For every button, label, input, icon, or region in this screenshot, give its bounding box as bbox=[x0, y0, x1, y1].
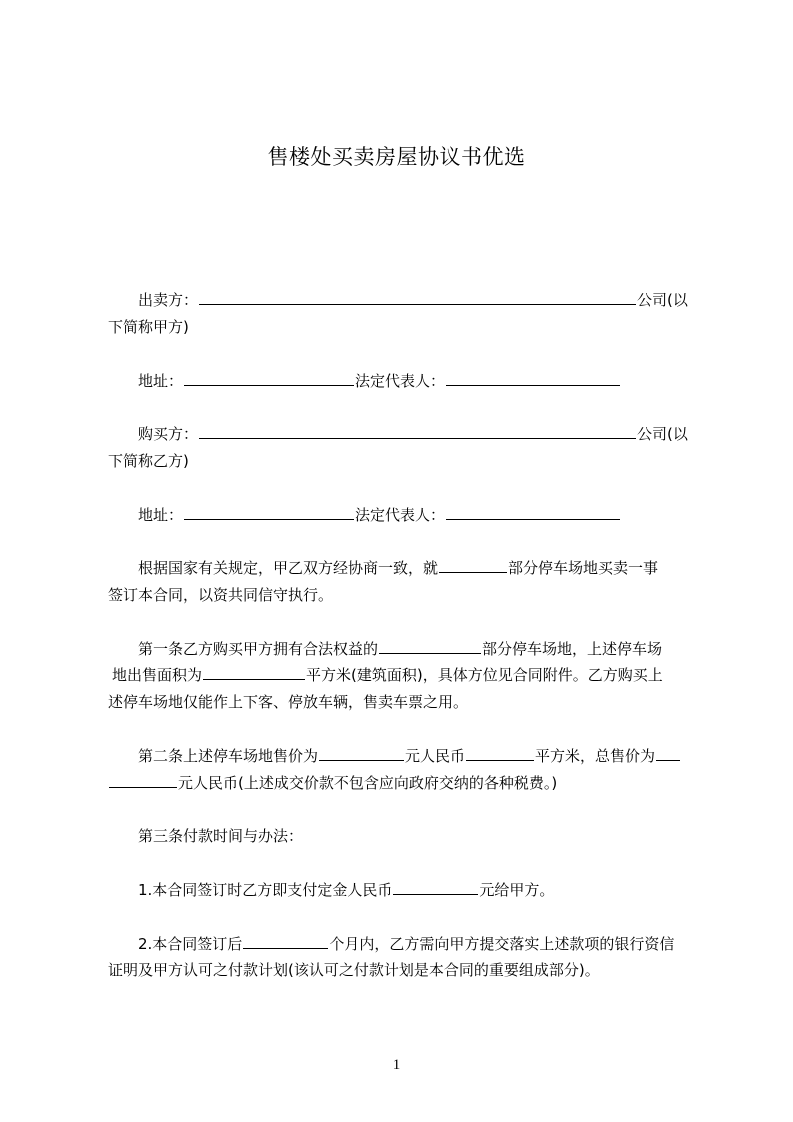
article1-line-3 bbox=[108, 689, 703, 716]
seller-suffix: 公司(以 bbox=[637, 291, 688, 309]
article2-text-b: 元人民币 bbox=[405, 747, 466, 765]
item2-line-2 bbox=[108, 957, 703, 984]
seller-name-blank bbox=[199, 290, 636, 305]
article1-text-e: 述停车场地仅能作上下客、停放车辆，售卖车票之用。 bbox=[108, 693, 469, 711]
buyer-address-blank bbox=[184, 505, 354, 520]
seller-cont: 下简称甲方) bbox=[108, 318, 189, 336]
buyer-line bbox=[108, 421, 703, 448]
buyer-suffix: 公司(以 bbox=[637, 425, 688, 443]
item2-text-c: 证明及甲方认可之付款计划(该认可之付款计划是本合同的重要组成部分)。 bbox=[108, 961, 600, 979]
item1-line bbox=[108, 877, 703, 904]
seller-address-blank bbox=[184, 371, 354, 386]
article3-text: 第三条付款时间与办法： bbox=[138, 827, 304, 845]
item2-line-1 bbox=[108, 931, 703, 958]
item2-blank bbox=[243, 934, 328, 949]
intro-text-c: 签订本合同，以资共同信守执行。 bbox=[108, 586, 334, 604]
article2-text-c: 平方米，总售价为 bbox=[535, 747, 656, 765]
article1-text-a: 第一条乙方购买甲方拥有合法权益的 bbox=[138, 640, 379, 658]
buyer-line-cont bbox=[108, 448, 703, 475]
article1-blank-2 bbox=[203, 665, 305, 680]
article2-blank-3b bbox=[109, 773, 177, 788]
buyer-rep-blank bbox=[446, 505, 620, 520]
item1-text-b: 元给甲方。 bbox=[479, 881, 555, 899]
article2-text-a: 第二条上述停车场地售价为 bbox=[138, 747, 319, 765]
intro-text-b: 部分停车场地买卖一事 bbox=[508, 559, 659, 577]
document-title: 售楼处买卖房屋协议书优选 bbox=[267, 145, 526, 169]
intro-blank bbox=[439, 558, 507, 573]
article1-line-2 bbox=[108, 662, 703, 689]
item2-text-a: 2.本合同签订后 bbox=[138, 935, 243, 953]
seller-label: 出卖方： bbox=[138, 291, 199, 309]
seller-rep-blank bbox=[446, 371, 620, 386]
buyer-rep-label: 法定代表人： bbox=[355, 506, 446, 524]
article2-text-d: 元人民币(上述成交价款不包含应向政府交纳的各种税费。) bbox=[178, 774, 558, 792]
article1-text-c: 地出售面积为 bbox=[112, 666, 203, 684]
intro-line-1 bbox=[108, 555, 703, 582]
article3-line bbox=[108, 823, 703, 850]
buyer-address-label: 地址： bbox=[138, 506, 184, 524]
intro-text-a: 根据国家有关规定，甲乙双方经协商一致，就 bbox=[138, 559, 439, 577]
seller-line bbox=[108, 287, 703, 314]
page-number: 1 bbox=[392, 1057, 401, 1073]
article1-text-b: 部分停车场地，上述停车场 bbox=[482, 640, 663, 658]
article2-line-1 bbox=[108, 743, 703, 770]
seller-address-line bbox=[108, 368, 703, 395]
article2-blank-3a bbox=[656, 746, 680, 761]
article2-blank-2 bbox=[466, 746, 534, 761]
article1-blank-1 bbox=[379, 639, 481, 654]
buyer-label: 购买方： bbox=[138, 425, 199, 443]
article2-line-2 bbox=[108, 770, 703, 797]
buyer-address-line bbox=[108, 502, 703, 529]
seller-rep-label: 法定代表人： bbox=[355, 372, 446, 390]
buyer-cont: 下简称乙方) bbox=[108, 452, 189, 470]
item2-text-b: 个月内，乙方需向甲方提交落实上述款项的银行资信 bbox=[329, 935, 675, 953]
buyer-name-blank bbox=[199, 424, 636, 439]
seller-line-cont bbox=[108, 314, 703, 341]
intro-line-2 bbox=[108, 582, 703, 609]
article1-text-d: 平方米(建筑面积)，具体方位见合同附件。乙方购买上 bbox=[306, 666, 663, 684]
article1-line-1 bbox=[108, 636, 703, 663]
item1-blank bbox=[393, 880, 478, 895]
item1-text-a: 1.本合同签订时乙方即支付定金人民币 bbox=[138, 881, 393, 899]
article2-blank-1 bbox=[319, 746, 404, 761]
seller-address-label: 地址： bbox=[138, 372, 184, 390]
